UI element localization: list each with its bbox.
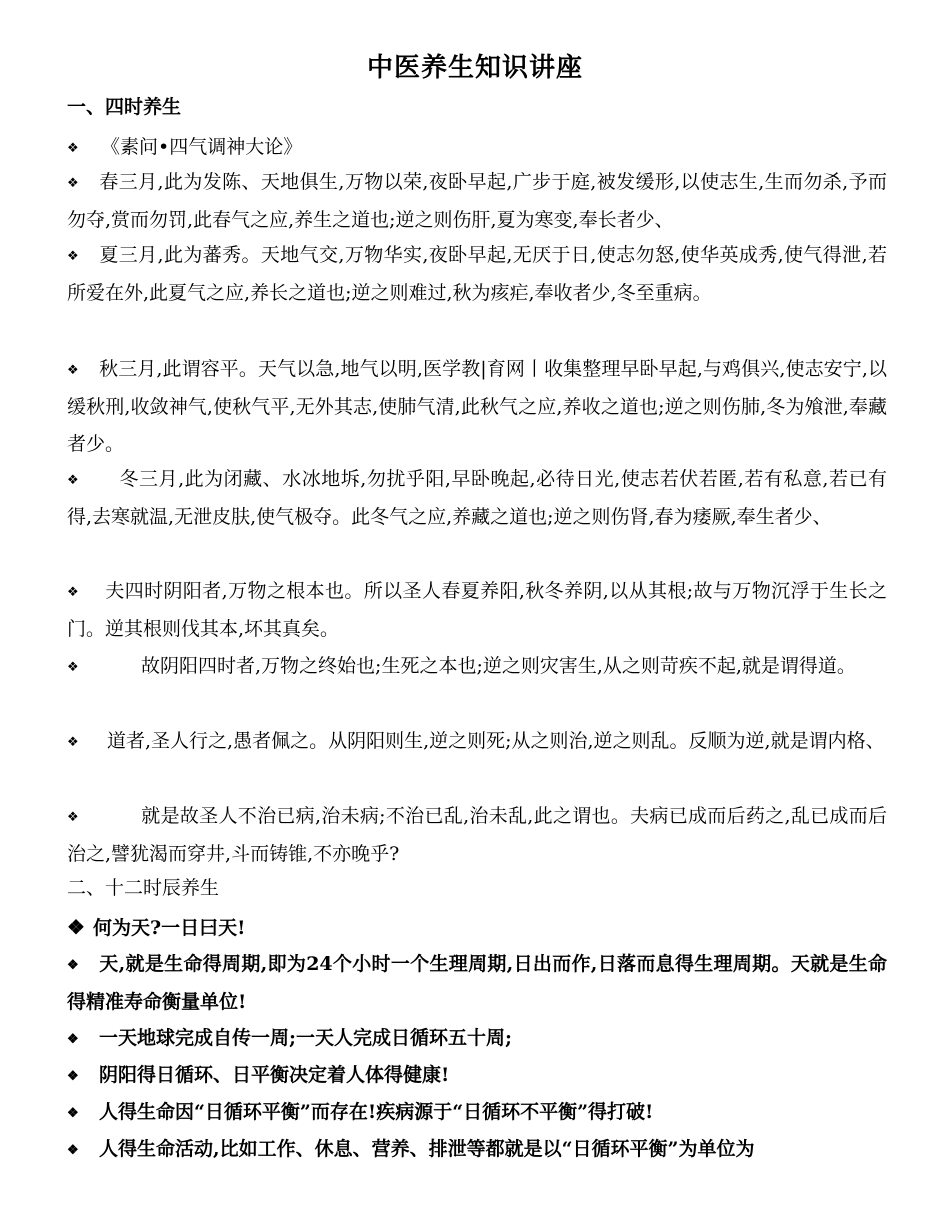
bullet-diamond-icon: ❖: [67, 1106, 79, 1121]
paragraph-text: 人得生命活动,比如工作、休息、营养、排泄等都就是以“日循环平衡”为单位为: [99, 1138, 755, 1160]
paragraph: [67, 1094, 887, 1132]
paragraph-text: 何为天?一日曰天!: [93, 917, 246, 939]
paragraph: [67, 723, 887, 761]
section-heading-four-seasons: 一、四时养生: [67, 96, 182, 118]
paragraph-text: 夏三月,此为蕃秀。天地气交,万物华实,夜卧早起,无厌于日,使志勿怒,使华英成秀,使气得泄,若所爱在外,此夏气之应,养长之道也;逆之则难过,秋为痎疟,奉收者少,冬至重病。: [67, 244, 887, 304]
page-title: 中医养生知识讲座: [366, 53, 583, 83]
paragraph-text: 冬三月,此为闭藏、水冰地坼,勿扰乎阳,早卧晚起,必待日光,使志若伏若匿,若有私意,若已有得,去寒就温,无泄皮肤,使气极夺。此冬气之应,养藏之道也;逆之则伤肾,春为痿厥,奉生者少、: [67, 468, 887, 528]
bullet-diamond-icon: ❖: [67, 810, 79, 825]
paragraph-text: 就是故圣人不治已病,治未病;不治已乱,治未乱,此之谓也。夫病已成而后药之,乱已成而后治之,譬犹渴而穿井,斗而铸锥,不亦晚乎?: [67, 805, 887, 865]
section-heading-twelve-hours: 二、十二时辰养生: [67, 877, 220, 899]
paragraph: [67, 164, 887, 239]
paragraph: [67, 648, 887, 686]
bullet-diamond-icon: ❖: [67, 1143, 79, 1158]
paragraph-text: 道者,圣人行之,愚者佩之。从阴阳则生,逆之则死;从之则治,逆之则乱。反顺为逆,就是谓内格、: [107, 730, 885, 752]
paragraph: [67, 461, 887, 536]
paragraph-text: 夫四时阴阳者,万物之根本也。所以圣人春夏养阳,秋冬养阴,以从其根;故与万物沉浮于生长之门。逆其根则伐其本,坏其真矣。: [67, 580, 887, 640]
paragraph: [67, 1057, 887, 1095]
bullet-diamond-icon: ❖: [67, 1032, 79, 1047]
paragraph-text: 人得生命因“日循环平衡”而存在!疾病源于“日循环不平衡”得打破!: [99, 1101, 654, 1123]
paragraph: [67, 946, 887, 1020]
bullet-diamond-icon: ❖: [67, 249, 79, 264]
paragraph-text: 春三月,此为发陈、天地俱生,万物以荣,夜卧早起,广步于庭,被发缓形,以使志生,生而勿杀,予而勿夺,赏而勿罚,此春气之应,养生之道也;逆之则伤肝,夏为寒变,奉长者少、: [67, 171, 887, 231]
paragraph: [67, 351, 887, 463]
paragraph-text: 《素问•四气调神大论》: [101, 136, 303, 158]
bullet-diamond-icon: ❖: [67, 915, 85, 939]
paragraph: [67, 129, 887, 167]
paragraph: [67, 237, 887, 312]
bullet-diamond-icon: ❖: [67, 176, 79, 191]
paragraph: [67, 1020, 887, 1058]
paragraph: [67, 1131, 887, 1169]
paragraph-text: 阴阳得日循环、日平衡决定着人体得健康!: [99, 1064, 450, 1086]
bullet-diamond-icon: ❖: [67, 141, 79, 156]
paragraph: [67, 909, 887, 946]
paragraph-text: 故阴阳四时者,万物之终始也;生死之本也;逆之则灾害生,从之则苛疾不起,就是谓得道。: [141, 655, 856, 677]
paragraph: [67, 573, 887, 648]
bullet-diamond-icon: ❖: [67, 958, 79, 973]
paragraph-text: 一天地球完成自传一周;一天人完成日循环五十周;: [99, 1027, 513, 1049]
bullet-diamond-icon: ❖: [67, 473, 79, 488]
bullet-diamond-icon: ❖: [67, 735, 79, 750]
paragraph-text: 秋三月,此谓容平。天气以急,地气以明,医学教|育网丨收集整理早卧早起,与鸡俱兴,使志安宁,以缓秋刑,收敛神气,使秋气平,无外其志,使肺气清,此秋气之应,养收之道也;逆之则伤肺,冬为飧泄,奉藏者少。: [67, 358, 887, 455]
paragraph-text: 天,就是生命得周期,即为24个小时一个生理周期,日出而作,日落而息得生理周期。天就是生命得精准寿命衡量单位!: [67, 953, 887, 1013]
bullet-diamond-icon: ❖: [67, 660, 79, 675]
bullet-diamond-icon: ❖: [67, 1069, 79, 1084]
bullet-diamond-icon: ❖: [67, 363, 79, 378]
paragraph: [67, 798, 887, 873]
bullet-diamond-icon: ❖: [67, 585, 79, 600]
